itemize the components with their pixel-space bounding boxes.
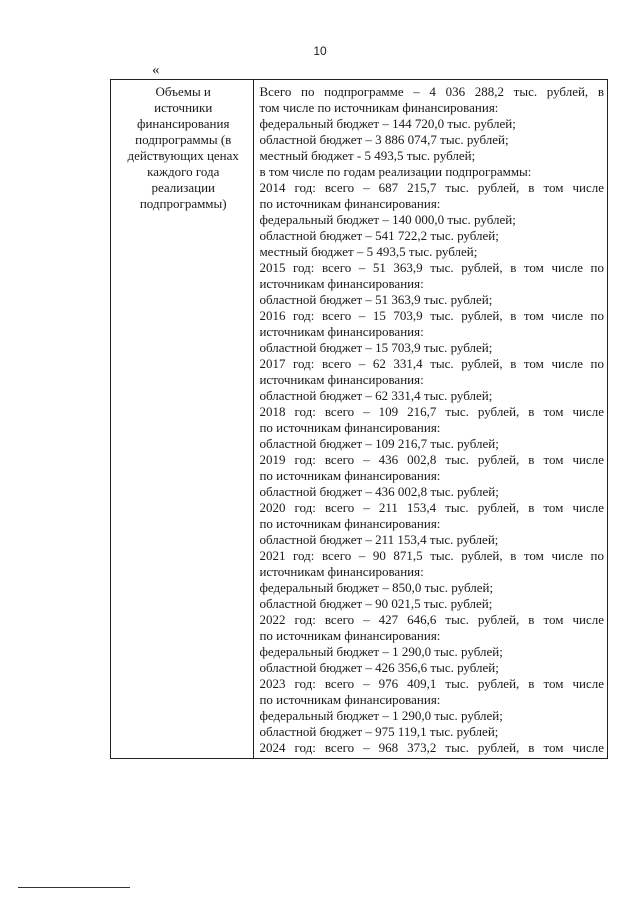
label-line: финансирования: [137, 116, 230, 131]
label-text: [116, 84, 250, 212]
value-line: по источникам финансирования:: [259, 196, 441, 211]
value-line: местный бюджет – 5 493,5 тыс. рублей;: [259, 244, 478, 259]
value-line: областной бюджет – 15 703,9 тыс. рублей;: [259, 340, 493, 355]
value-line: федеральный бюджет – 850,0 тыс. рублей;: [259, 580, 494, 595]
value-line: по источникам финансирования:: [259, 628, 441, 643]
value-line: областной бюджет – 211 153,4 тыс. рублей;: [259, 532, 499, 547]
value-line: 2020 год: всего – 211 153,4 тыс. рублей, в том числе: [259, 500, 604, 515]
value-line: 2014 год: всего – 687 215,7 тыс. рублей, в том числе: [259, 180, 604, 195]
footnote-rule: [18, 887, 130, 888]
value-line: областной бюджет – 436 002,8 тыс. рублей;: [259, 484, 499, 499]
value-line: по источникам финансирования:: [259, 692, 441, 707]
value-line: источникам финансирования:: [259, 324, 424, 339]
value-line: областной бюджет – 975 119,1 тыс. рублей;: [259, 724, 499, 739]
value-line: областной бюджет – 541 722,2 тыс. рублей;: [259, 228, 499, 243]
label-line: действующих ценах: [127, 148, 239, 163]
value-line: по источникам финансирования:: [259, 516, 441, 531]
value-text: [259, 84, 604, 756]
label-line: подпрограммы): [139, 196, 227, 211]
value-line: том числе по источникам финансирования:: [259, 100, 499, 115]
value-line: источникам финансирования:: [259, 276, 424, 291]
opening-quote-mark: «: [152, 62, 160, 78]
value-line: 2023 год: всего – 976 409,1 тыс. рублей, в том числе: [259, 676, 604, 691]
label-line: реализации: [151, 180, 215, 195]
value-line: 2015 год: всего – 51 363,9 тыс. рублей, в том числе по: [259, 260, 604, 275]
value-line: источникам финансирования:: [259, 564, 424, 579]
label-line: каждого года: [147, 164, 220, 179]
value-line: федеральный бюджет – 1 290,0 тыс. рублей;: [259, 644, 503, 659]
value-line: 2022 год: всего – 427 646,6 тыс. рублей, в том числе: [259, 612, 604, 627]
value-line: местный бюджет - 5 493,5 тыс. рублей;: [259, 148, 476, 163]
value-cell: [254, 80, 608, 759]
value-line: 2018 год: всего – 109 216,7 тыс. рублей, в том числе: [259, 404, 604, 419]
value-line: областной бюджет – 90 021,5 тыс. рублей;: [259, 596, 493, 611]
value-line: областной бюджет – 426 356,6 тыс. рублей;: [259, 660, 499, 675]
value-line: 2016 год: всего – 15 703,9 тыс. рублей, в том числе по: [259, 308, 604, 323]
value-line: 2021 год: всего – 90 871,5 тыс. рублей, в том числе по: [259, 548, 604, 563]
value-line: областной бюджет – 62 331,4 тыс. рублей;: [259, 388, 493, 403]
value-line: 2024 год: всего – 968 373,2 тыс. рублей, в том числе: [259, 740, 604, 755]
label-cell: [111, 80, 254, 759]
value-line: областной бюджет – 51 363,9 тыс. рублей;: [259, 292, 493, 307]
subprogram-financing-table: [110, 79, 608, 759]
value-line: по источникам финансирования:: [259, 468, 441, 483]
value-line: федеральный бюджет – 140 000,0 тыс. рублей;: [259, 212, 516, 227]
value-line: 2017 год: всего – 62 331,4 тыс. рублей, в том числе по: [259, 356, 604, 371]
value-line: по источникам финансирования:: [259, 420, 441, 435]
value-line: Всего по подпрограмме – 4 036 288,2 тыс. рублей, в: [259, 84, 604, 99]
page-number: 10: [313, 44, 327, 58]
value-line: областной бюджет – 109 216,7 тыс. рублей;: [259, 436, 499, 451]
label-line: Объемы и: [155, 84, 211, 99]
table-row: [111, 80, 608, 759]
value-line: источникам финансирования:: [259, 372, 424, 387]
value-line: федеральный бюджет – 144 720,0 тыс. рублей;: [259, 116, 516, 131]
label-line: подпрограммы (в: [135, 132, 232, 147]
value-line: областной бюджет – 3 886 074,7 тыс. рублей;: [259, 132, 509, 147]
value-line: в том числе по годам реализации подпрограммы:: [259, 164, 532, 179]
label-line: источники: [154, 100, 213, 115]
value-line: 2019 год: всего – 436 002,8 тыс. рублей, в том числе: [259, 452, 604, 467]
value-line: федеральный бюджет – 1 290,0 тыс. рублей;: [259, 708, 503, 723]
